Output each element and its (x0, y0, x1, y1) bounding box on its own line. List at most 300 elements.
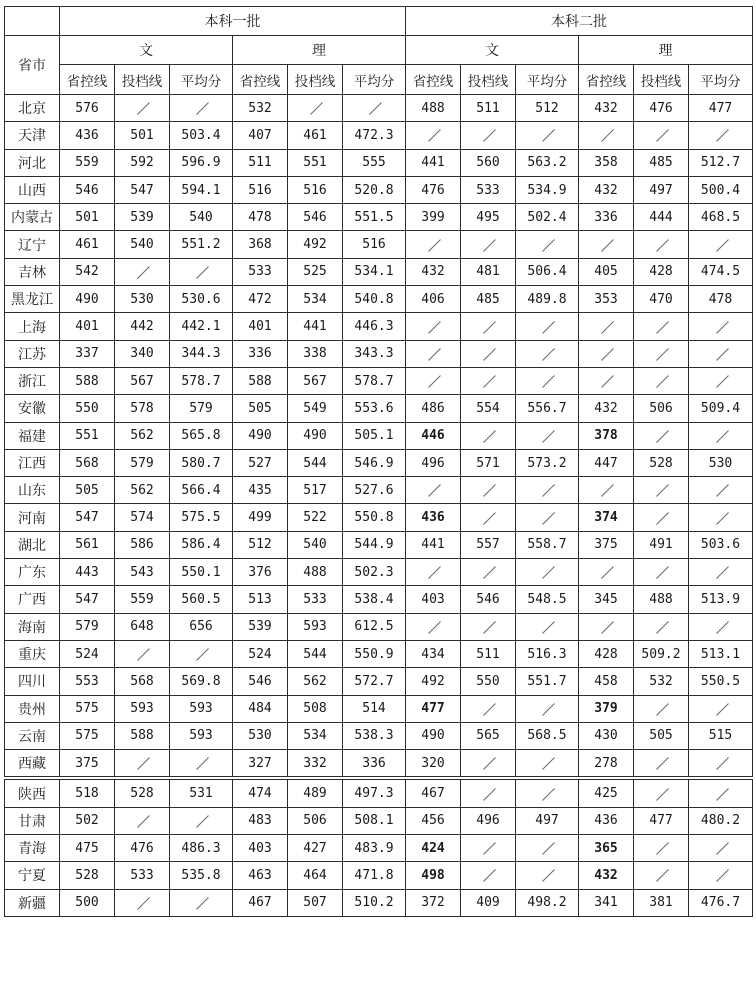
score-cell: 499 (233, 504, 288, 531)
score-cell: 551.5 (343, 204, 406, 231)
empty-slash-cell (461, 750, 516, 779)
province-cell: 湖北 (5, 531, 60, 558)
header-col-control: 省控线 (406, 65, 461, 95)
empty-slash-cell (579, 477, 634, 504)
empty-slash-cell (634, 313, 689, 340)
diagonal-slash-icon (653, 841, 669, 855)
score-cell: 546 (233, 668, 288, 695)
score-cell: 471.8 (343, 862, 406, 889)
score-cell: 565 (461, 722, 516, 749)
score-cell: 579 (60, 613, 115, 640)
score-cell: 586 (115, 531, 170, 558)
empty-slash-cell (343, 95, 406, 122)
score-cell: 514 (343, 695, 406, 722)
score-cell: 565.8 (170, 422, 233, 449)
province-cell: 海南 (5, 613, 60, 640)
score-cell: 612.5 (343, 613, 406, 640)
score-cell: 485 (461, 286, 516, 313)
score-cell: 560 (461, 149, 516, 176)
score-cell: 483.9 (343, 835, 406, 862)
score-cell: 594.1 (170, 176, 233, 203)
score-cell: 568 (115, 668, 170, 695)
score-cell: 528 (115, 778, 170, 807)
table-row (5, 477, 753, 504)
diagonal-slash-icon (539, 374, 555, 388)
empty-slash-cell (170, 258, 233, 285)
score-cell: 446 (406, 422, 461, 449)
score-cell: 528 (60, 862, 115, 889)
score-cell: 491 (634, 531, 689, 558)
empty-slash-cell (689, 613, 753, 640)
empty-slash-cell (516, 313, 579, 340)
header-b1-wen: 文 (60, 36, 233, 65)
score-cell: 563.2 (516, 149, 579, 176)
score-cell: 358 (579, 149, 634, 176)
score-cell: 550 (60, 395, 115, 422)
province-cell: 贵州 (5, 695, 60, 722)
score-cell: 500 (60, 889, 115, 916)
empty-slash-cell (115, 95, 170, 122)
score-cell: 525 (288, 258, 343, 285)
empty-slash-cell (689, 835, 753, 862)
score-cell: 509.4 (689, 395, 753, 422)
score-cell: 340 (115, 340, 170, 367)
diagonal-slash-icon (539, 756, 555, 770)
score-cell: 538.3 (343, 722, 406, 749)
diagonal-slash-icon (134, 896, 150, 910)
empty-slash-cell (516, 613, 579, 640)
score-cell: 441 (406, 531, 461, 558)
diagonal-slash-icon (480, 565, 496, 579)
score-cell: 507 (288, 889, 343, 916)
empty-slash-cell (689, 122, 753, 149)
score-cell: 353 (579, 286, 634, 313)
score-cell: 336 (343, 750, 406, 779)
diagonal-slash-icon (539, 429, 555, 443)
score-cell: 510.2 (343, 889, 406, 916)
score-cell: 476 (406, 176, 461, 203)
score-cell: 550.5 (689, 668, 753, 695)
diagonal-slash-icon (713, 620, 729, 634)
score-cell: 502.4 (516, 204, 579, 231)
score-cell: 513.9 (689, 586, 753, 613)
score-cell: 506 (634, 395, 689, 422)
score-cell: 513.1 (689, 640, 753, 667)
diagonal-slash-icon (539, 620, 555, 634)
diagonal-slash-icon (653, 787, 669, 801)
score-cell: 506.4 (516, 258, 579, 285)
diagonal-slash-icon (539, 565, 555, 579)
score-cell: 442.1 (170, 313, 233, 340)
diagonal-slash-icon (425, 374, 441, 388)
header-row-columns (5, 65, 753, 95)
table-row (5, 668, 753, 695)
score-cell: 567 (288, 367, 343, 394)
score-cell: 511 (461, 95, 516, 122)
empty-slash-cell (579, 313, 634, 340)
score-cell: 464 (288, 862, 343, 889)
diagonal-slash-icon (653, 511, 669, 525)
empty-slash-cell (579, 122, 634, 149)
empty-slash-cell (689, 477, 753, 504)
province-cell: 山西 (5, 176, 60, 203)
score-cell: 505.1 (343, 422, 406, 449)
score-cell: 337 (60, 340, 115, 367)
score-cell: 407 (233, 122, 288, 149)
score-cell: 579 (170, 395, 233, 422)
empty-slash-cell (115, 640, 170, 667)
empty-slash-cell (516, 862, 579, 889)
score-cell: 508 (288, 695, 343, 722)
diagonal-slash-icon (653, 620, 669, 634)
score-cell: 498 (406, 862, 461, 889)
score-cell: 458 (579, 668, 634, 695)
score-cell: 546 (461, 586, 516, 613)
score-cell: 535.8 (170, 862, 233, 889)
score-cell: 376 (233, 559, 288, 586)
diagonal-slash-icon (425, 320, 441, 334)
table-row (5, 286, 753, 313)
header-batch2: 本科二批 (406, 7, 753, 36)
empty-slash-cell (634, 122, 689, 149)
header-province: 省市 (5, 36, 60, 95)
score-cell: 381 (634, 889, 689, 916)
score-cell: 566.4 (170, 477, 233, 504)
score-cell: 571 (461, 449, 516, 476)
empty-slash-cell (406, 313, 461, 340)
diagonal-slash-icon (713, 841, 729, 855)
score-cell: 399 (406, 204, 461, 231)
empty-slash-cell (634, 695, 689, 722)
score-cell: 409 (461, 889, 516, 916)
score-cell: 505 (634, 722, 689, 749)
score-cell: 533 (233, 258, 288, 285)
empty-slash-cell (689, 778, 753, 807)
diagonal-slash-icon (480, 511, 496, 525)
score-cell: 483 (233, 807, 288, 834)
table-row (5, 862, 753, 889)
score-cell: 403 (233, 835, 288, 862)
score-cell: 551 (288, 149, 343, 176)
score-cell: 505 (233, 395, 288, 422)
header-b2-wen: 文 (406, 36, 579, 65)
score-cell: 524 (60, 640, 115, 667)
score-cell: 534.9 (516, 176, 579, 203)
empty-slash-cell (689, 750, 753, 779)
diagonal-slash-icon (598, 320, 614, 334)
score-cell: 489 (288, 778, 343, 807)
province-cell: 西藏 (5, 750, 60, 779)
diagonal-slash-icon (713, 787, 729, 801)
province-cell: 四川 (5, 668, 60, 695)
score-cell: 542 (60, 258, 115, 285)
score-cell: 550.8 (343, 504, 406, 531)
empty-slash-cell (516, 422, 579, 449)
score-cell: 336 (579, 204, 634, 231)
score-cell: 524 (233, 640, 288, 667)
table-row (5, 95, 753, 122)
diagonal-slash-icon (713, 565, 729, 579)
score-cell: 517 (288, 477, 343, 504)
diagonal-slash-icon (134, 101, 150, 115)
score-cell: 512 (516, 95, 579, 122)
score-cell: 547 (60, 504, 115, 531)
score-cell: 501 (115, 122, 170, 149)
score-cell: 540 (170, 204, 233, 231)
empty-slash-cell (516, 122, 579, 149)
score-cell: 375 (60, 750, 115, 779)
province-cell: 江西 (5, 449, 60, 476)
score-cell: 569.8 (170, 668, 233, 695)
score-cell: 496 (461, 807, 516, 834)
empty-slash-cell (516, 778, 579, 807)
empty-slash-cell (406, 231, 461, 258)
diagonal-slash-icon (653, 868, 669, 882)
header-col-tou: 投档线 (461, 65, 516, 95)
table-row (5, 750, 753, 779)
score-cell: 478 (233, 204, 288, 231)
score-cell: 656 (170, 613, 233, 640)
empty-slash-cell (516, 367, 579, 394)
score-cell: 492 (288, 231, 343, 258)
empty-slash-cell (689, 313, 753, 340)
empty-slash-cell (579, 231, 634, 258)
score-cell: 278 (579, 750, 634, 779)
score-cell: 476 (634, 95, 689, 122)
score-cell: 474 (233, 778, 288, 807)
score-cell: 486 (406, 395, 461, 422)
score-cell: 435 (233, 477, 288, 504)
empty-slash-cell (516, 477, 579, 504)
score-cell: 502 (60, 807, 115, 834)
score-cell: 461 (288, 122, 343, 149)
empty-slash-cell (634, 340, 689, 367)
header-col-avg: 平均分 (516, 65, 579, 95)
score-cell: 593 (170, 722, 233, 749)
header-row-subject (5, 36, 753, 65)
score-cell: 513 (233, 586, 288, 613)
empty-slash-cell (461, 504, 516, 531)
diagonal-slash-icon (539, 702, 555, 716)
score-cell: 427 (288, 835, 343, 862)
score-cell: 502.3 (343, 559, 406, 586)
province-cell: 新疆 (5, 889, 60, 916)
score-cell: 556.7 (516, 395, 579, 422)
province-cell: 陕西 (5, 778, 60, 807)
score-cell: 558.7 (516, 531, 579, 558)
score-cell: 553 (60, 668, 115, 695)
score-cell: 432 (579, 395, 634, 422)
province-cell: 重庆 (5, 640, 60, 667)
empty-slash-cell (634, 559, 689, 586)
header-col-tou: 投档线 (634, 65, 689, 95)
score-cell: 456 (406, 807, 461, 834)
score-cell: 512.7 (689, 149, 753, 176)
score-cell: 485 (634, 149, 689, 176)
empty-slash-cell (516, 750, 579, 779)
header-col-control: 省控线 (579, 65, 634, 95)
score-cell: 475 (60, 835, 115, 862)
empty-slash-cell (461, 477, 516, 504)
score-cell: 434 (406, 640, 461, 667)
empty-slash-cell (634, 422, 689, 449)
diagonal-slash-icon (713, 483, 729, 497)
empty-slash-cell (170, 750, 233, 779)
score-cell: 551 (60, 422, 115, 449)
empty-slash-cell (634, 231, 689, 258)
score-cell: 432 (579, 95, 634, 122)
empty-slash-cell (288, 95, 343, 122)
empty-slash-cell (461, 340, 516, 367)
province-cell: 云南 (5, 722, 60, 749)
diagonal-slash-icon (539, 787, 555, 801)
province-cell: 河北 (5, 149, 60, 176)
province-cell: 甘肃 (5, 807, 60, 834)
empty-slash-cell (461, 231, 516, 258)
score-cell: 528 (634, 449, 689, 476)
empty-slash-cell (461, 835, 516, 862)
score-cell: 534.1 (343, 258, 406, 285)
score-cell: 436 (60, 122, 115, 149)
empty-slash-cell (516, 504, 579, 531)
score-cell: 516.3 (516, 640, 579, 667)
score-cell: 490 (233, 422, 288, 449)
diagonal-slash-icon (539, 320, 555, 334)
score-cell: 480.2 (689, 807, 753, 834)
score-cell: 477 (689, 95, 753, 122)
score-cell: 550.9 (343, 640, 406, 667)
empty-slash-cell (689, 340, 753, 367)
table-body (5, 95, 753, 917)
header-col-avg: 平均分 (343, 65, 406, 95)
score-cell: 509.2 (634, 640, 689, 667)
score-cell: 575 (60, 722, 115, 749)
score-cell: 512 (233, 531, 288, 558)
diagonal-slash-icon (193, 265, 209, 279)
score-cell: 530 (233, 722, 288, 749)
score-cell: 540 (115, 231, 170, 258)
empty-slash-cell (461, 122, 516, 149)
score-cell: 575.5 (170, 504, 233, 531)
score-cell: 461 (60, 231, 115, 258)
empty-slash-cell (461, 559, 516, 586)
diagonal-slash-icon (134, 814, 150, 828)
empty-slash-cell (406, 340, 461, 367)
score-cell: 432 (579, 176, 634, 203)
table-row (5, 313, 753, 340)
score-cell: 428 (579, 640, 634, 667)
table-row (5, 449, 753, 476)
score-cell: 554 (461, 395, 516, 422)
score-cell: 327 (233, 750, 288, 779)
score-cell: 547 (60, 586, 115, 613)
diagonal-slash-icon (480, 841, 496, 855)
score-cell: 572.7 (343, 668, 406, 695)
province-cell: 天津 (5, 122, 60, 149)
header-b2-li: 理 (579, 36, 753, 65)
empty-slash-cell (634, 778, 689, 807)
empty-slash-cell (689, 862, 753, 889)
score-cell: 533 (461, 176, 516, 203)
score-cell: 520.8 (343, 176, 406, 203)
table-row (5, 640, 753, 667)
diagonal-slash-icon (193, 896, 209, 910)
empty-slash-cell (634, 504, 689, 531)
province-cell: 山东 (5, 477, 60, 504)
table-row (5, 367, 753, 394)
score-cell: 522 (288, 504, 343, 531)
diagonal-slash-icon (598, 565, 614, 579)
empty-slash-cell (634, 750, 689, 779)
score-cell: 401 (233, 313, 288, 340)
empty-slash-cell (461, 613, 516, 640)
empty-slash-cell (170, 640, 233, 667)
score-cell: 486.3 (170, 835, 233, 862)
score-cell: 425 (579, 778, 634, 807)
diagonal-slash-icon (653, 347, 669, 361)
header-col-avg: 平均分 (170, 65, 233, 95)
score-cell: 568.5 (516, 722, 579, 749)
header-corner (5, 7, 60, 36)
score-cell: 588 (115, 722, 170, 749)
empty-slash-cell (516, 559, 579, 586)
score-cell: 574 (115, 504, 170, 531)
diagonal-slash-icon (480, 128, 496, 142)
header-batch1: 本科一批 (60, 7, 406, 36)
empty-slash-cell (516, 340, 579, 367)
empty-slash-cell (634, 862, 689, 889)
score-cell: 578 (115, 395, 170, 422)
diagonal-slash-icon (480, 868, 496, 882)
province-cell: 江苏 (5, 340, 60, 367)
header-col-tou: 投档线 (288, 65, 343, 95)
province-cell: 内蒙古 (5, 204, 60, 231)
score-cell: 463 (233, 862, 288, 889)
diagonal-slash-icon (539, 128, 555, 142)
diagonal-slash-icon (425, 238, 441, 252)
diagonal-slash-icon (539, 868, 555, 882)
empty-slash-cell (579, 613, 634, 640)
diagonal-slash-icon (425, 620, 441, 634)
empty-slash-cell (115, 750, 170, 779)
score-cell: 548.5 (516, 586, 579, 613)
diagonal-slash-icon (193, 756, 209, 770)
diagonal-slash-icon (653, 483, 669, 497)
diagonal-slash-icon (366, 101, 382, 115)
diagonal-slash-icon (539, 483, 555, 497)
score-cell: 478 (689, 286, 753, 313)
score-cell: 372 (406, 889, 461, 916)
score-cell: 516 (233, 176, 288, 203)
table-row (5, 204, 753, 231)
empty-slash-cell (579, 340, 634, 367)
score-cell: 533 (288, 586, 343, 613)
score-cell: 477 (406, 695, 461, 722)
score-cell: 467 (406, 778, 461, 807)
diagonal-slash-icon (598, 347, 614, 361)
diagonal-slash-icon (713, 320, 729, 334)
score-cell: 343.3 (343, 340, 406, 367)
score-cell: 531 (170, 778, 233, 807)
score-cell: 539 (233, 613, 288, 640)
score-cell: 562 (288, 668, 343, 695)
diagonal-slash-icon (653, 565, 669, 579)
diagonal-slash-icon (653, 756, 669, 770)
score-table-container (4, 6, 752, 917)
score-cell: 543 (115, 559, 170, 586)
diagonal-slash-icon (425, 565, 441, 579)
score-cell: 441 (406, 149, 461, 176)
